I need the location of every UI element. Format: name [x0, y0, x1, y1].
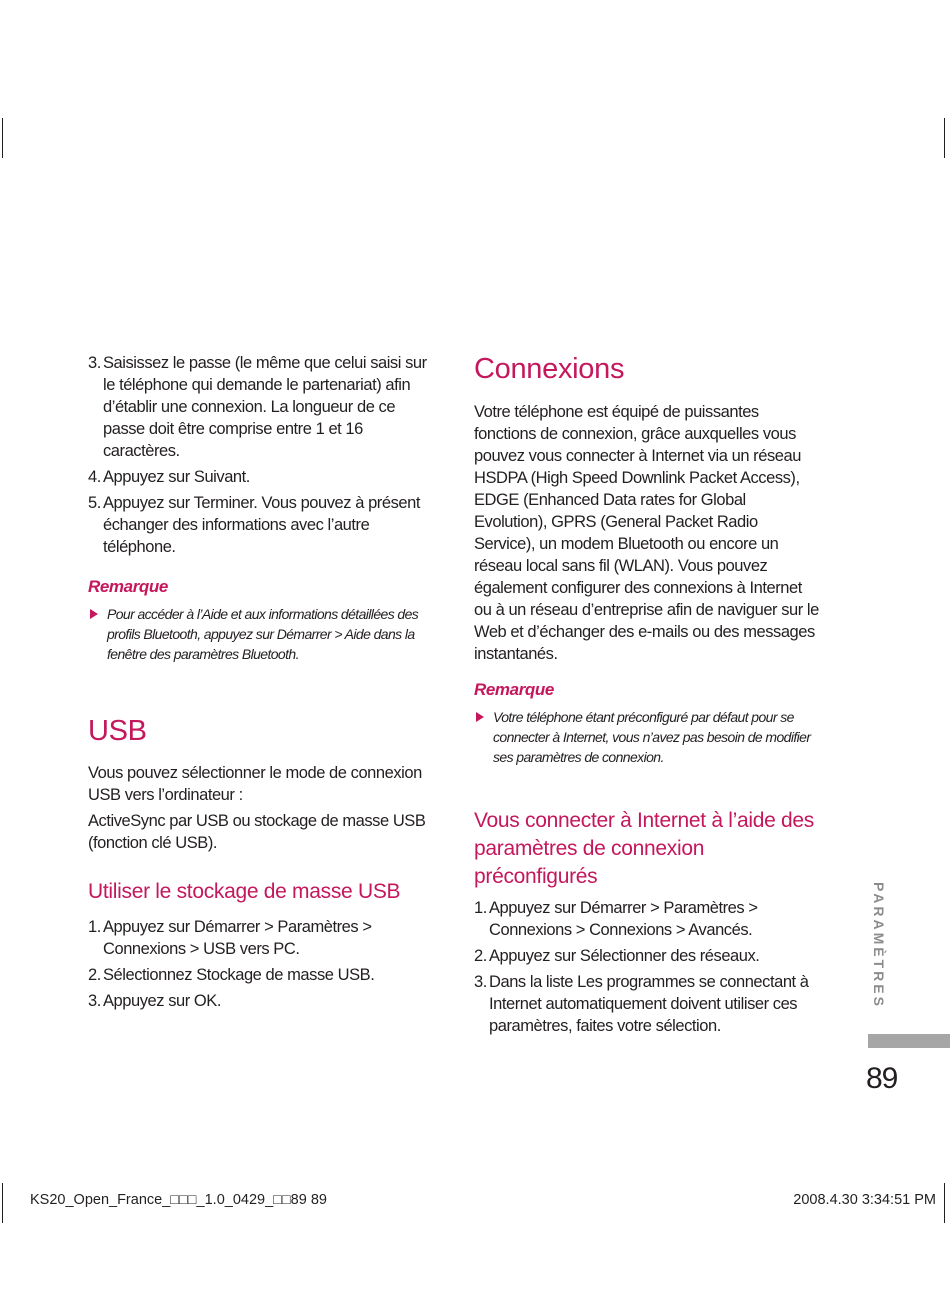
page-number: 89	[866, 1062, 898, 1095]
note-title: Remarque	[474, 680, 554, 699]
note-item	[88, 604, 428, 664]
pairing-steps	[88, 352, 428, 558]
crop-mark-bottom-left	[2, 1183, 3, 1223]
internet-steps	[474, 897, 819, 1037]
footer-file-info: KS20_Open_France_□□□_1.0_0429_□□89 89	[30, 1192, 327, 1208]
list-item: 4. Appuyez sur Suivant.	[88, 468, 250, 486]
list-item: 5. Appuyez sur Terminer. Vous pouvez à présent échanger des informations avec l’autre téléphone.	[88, 494, 420, 556]
triangle-bullet-icon	[90, 609, 98, 619]
crop-mark-top-right	[944, 118, 945, 158]
side-tab-bar	[868, 1034, 950, 1048]
subsection-heading-storage: Utiliser le stockage de masse USB	[88, 880, 401, 903]
footer-timestamp: 2008.4.30 3:34:51 PM	[793, 1192, 936, 1208]
right-column	[474, 352, 819, 1041]
note-text: Pour accéder à l’Aide et aux informations détaillées des profils Bluetooth, appuyez sur Démarrer > Aide dans la fenêtre des paramètres Bluetooth.	[107, 606, 419, 662]
note-title: Remarque	[88, 577, 168, 596]
crop-mark-top-left	[2, 118, 3, 158]
list-item: 3. Appuyez sur OK.	[88, 992, 221, 1010]
list-item: 1. Appuyez sur Démarrer > Paramètres > Connexions > USB vers PC.	[88, 918, 372, 958]
section-heading-usb: USB	[88, 715, 147, 747]
section-heading-connexions: Connexions	[474, 353, 625, 385]
list-item: 3. Saisissez le passe (le même que celui saisi sur le téléphone qui demande le partenariat) afin d’établir une connexion. La longueur de ce passe doit être comprise entre 1 et 16 caractères.	[88, 354, 427, 460]
section-side-tab: PARAMÈTRES	[871, 882, 887, 1009]
subsection-heading-internet: Vous connecter à Internet à l’aide des paramètres de connexion préconfigurés	[474, 809, 815, 888]
crop-mark-bottom-right	[944, 1183, 945, 1223]
list-item: 3. Dans la liste Les programmes se connectant à Internet automatiquement doivent utiliser ces paramètres, faites votre sélection.	[474, 973, 809, 1035]
note-text: Votre téléphone étant préconfiguré par défaut pour se connecter à Internet, vous n’avez pas besoin de modifier ses paramètres de connexion.	[493, 709, 811, 765]
list-item: 2. Sélectionnez Stockage de masse USB.	[88, 966, 375, 984]
usb-paragraph: Vous pouvez sélectionner le mode de connexion USB vers l’ordinateur :	[88, 764, 422, 804]
triangle-bullet-icon	[476, 712, 484, 722]
storage-steps	[88, 916, 428, 1012]
list-item: 1. Appuyez sur Démarrer > Paramètres > Connexions > Connexions > Avancés.	[474, 899, 758, 939]
left-column	[88, 352, 428, 1016]
usb-paragraph: ActiveSync par USB ou stockage de masse USB (fonction clé USB).	[88, 812, 426, 852]
connexions-intro: Votre téléphone est équipé de puissantes fonctions de connexion, grâce auxquelles vous pouvez vous connecter à Internet via un réseau HSDPA (High Speed Downlink Packet Access), EDGE (Enhanced Data rates for Global Evolution), GPRS (General Packet Radio Service), un modem Bluetooth ou encore un réseau local sans fil (WLAN). Vous pouvez également configurer des connexions à Internet ou à un réseau d’entreprise afin de naviguer sur le Web et d’échanger des e-mails ou des messages instantanés.	[474, 403, 819, 663]
list-item: 2. Appuyez sur Sélectionner des réseaux.	[474, 947, 760, 965]
note-item	[474, 707, 819, 767]
